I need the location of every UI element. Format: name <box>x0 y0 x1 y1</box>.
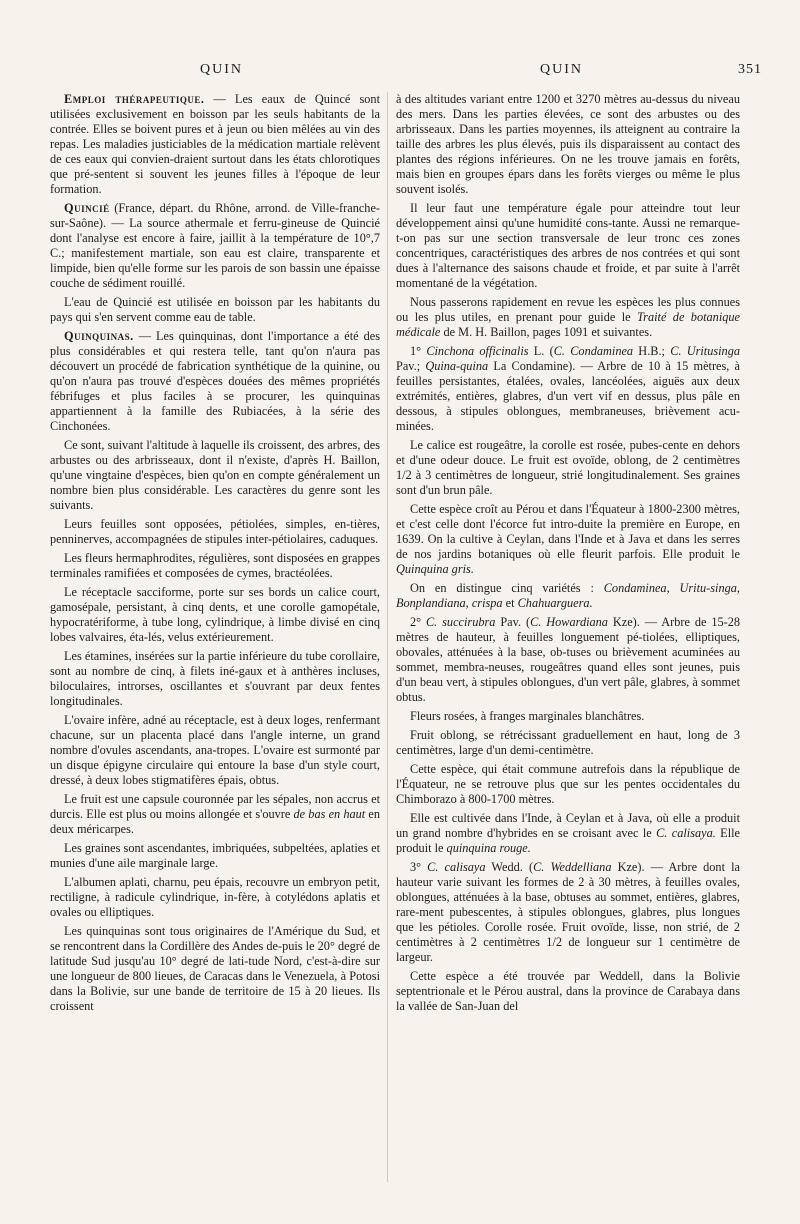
paragraph-text: Pav.; <box>396 359 426 373</box>
italic-text: de bas en haut <box>293 807 366 821</box>
paragraph: à des altitudes variant entre 1200 et 3270 mètres au-dessus du niveau des mers. Dans les parties élevées, ce sont des arbustes ou des arbrisseaux. Dans les parties moyennes, ils atteignent au contraire la taille des arbres les plus élevés, puis ils disparaissent au contact des plantes des régions inférieures. On ne les trouve jamais en forêts, mais bien en groupes épars dans les forêts vierges ou même le plus souvent isolés. <box>396 92 740 196</box>
italic-text: Cinchona officinalis <box>426 344 529 358</box>
paragraph: Les étamines, insérées sur la partie inférieure du tube corollaire, sont au nombre de cinq, à filets iné-gaux et à anthères incluses, biloculaires, introrses, oscillantes et s'ouvrant par deux fentes longitudinales. <box>50 649 380 708</box>
paragraph-text: L. ( <box>528 344 554 358</box>
paragraph-text: 2° <box>410 615 426 629</box>
paragraph-text: H.B.; <box>633 344 671 358</box>
italic-text: C. Uritusinga <box>670 344 741 358</box>
paragraph-text: en deux méricarpes. <box>50 807 380 836</box>
paragraph: Fleurs rosées, à franges marginales blanchâtres. <box>410 709 645 723</box>
paragraph-quinquinas <box>50 329 380 434</box>
paragraph-text: — Les eaux de Quincé sont utilisées exclusivement en boisson par les seuls habitants de la contrée. Elles se boivent pures et à jeun ou bien mêlées au vin des repas. Les maladies justiciables de la médication martiale relèvent de ces eaux qui convien-draient surtout dans les états chlorotiques que pré-sentent si souvent les jeunes filles à l'époque de leur formation. <box>50 92 380 196</box>
paragraph: Cette espèce, qui était commune autrefois dans la république de l'Équateur, ne se retrouve plus que sur les pentes occidentales du Chimborazo à 800-1700 mètres. <box>396 762 740 806</box>
page-number: 351 <box>738 62 762 77</box>
paragraph <box>396 811 740 856</box>
paragraph-text: Pav. ( <box>495 615 531 629</box>
paragraph: L'ovaire infère, adné au réceptacle, est à deux loges, renfermant chacune, sur un placenta placé dans l'angle interne, un grand nombre d'ovules ascendants, ana-tropes. L'ovaire est surmonté par un disque épigyne circulaire qui entoure la base d'un style court, dressé, à deux lobes stigmatifères épais, obtus. <box>50 713 380 787</box>
paragraph-text: On en distingue cinq variétés : <box>410 581 604 595</box>
paragraph <box>396 295 740 340</box>
paragraph-text: Elle produit le <box>396 826 740 855</box>
right-running-title: QUIN <box>540 62 583 77</box>
paragraph-text: Cette espèce croît au Pérou et dans l'Équateur à 1800-2300 mètres, et c'est celle dont l'écorce fut intro-duite la première en Europe, en 1639. On la cultive à Ceylan, dans l'Inde et à Java et dans les serres de nos jardins botaniques où elle fleurit parfois. Elle produit le <box>396 502 740 561</box>
paragraph-text: La Condamine). — Arbre de 10 à 15 mètres, à feuilles persistantes, étalées, ovales, lancéolées, aiguës aux deux extrémités, entières, glabres, d'un vert vif en dessus, plus pâle en dessous, à stipules oblongues, membraneuses, brièvement acu-minées. <box>396 359 740 433</box>
paragraph: Les quinquinas sont tous originaires de l'Amérique du Sud, et se rencontrent dans la Cordillère des Andes de-puis le 20° degré de latitude Sud jusqu'au 10° degré de lati-tude Nord, c'est-à-dire sur une longueur de 800 lieues, de Caracas dans le Venezuela, à Potosi dans la Bolivie, sur une bande de territoire de 15 à 20 lieues. Ils croissent <box>50 924 380 1013</box>
paragraph <box>396 502 740 577</box>
paragraph: Leurs feuilles sont opposées, pétiolées, simples, en-tières, penninerves, accompagnées de stipules inter-pétiolaires, caduques. <box>50 517 380 546</box>
paragraph: Les fleurs hermaphrodites, régulières, sont disposées en grappes terminales ramifiées et composées de cymes, bractéolées. <box>50 551 380 580</box>
paragraph-quincie <box>50 201 380 291</box>
paragraph: L'eau de Quincié est utilisée en boisson par les habitants du pays qui s'en servent comme eau de table. <box>50 295 380 324</box>
italic-text: quinquina rouge. <box>446 841 531 855</box>
italic-text: Traité de botanique médicale <box>396 310 740 339</box>
paragraph-text: Elle est cultivée dans l'Inde, à Ceylan et à Java, où elle a produit un grand nombre d'hybrides en se croisant avec le <box>396 811 740 840</box>
running-head <box>0 62 800 80</box>
left-column <box>50 92 380 1018</box>
paragraph-text: Nous passerons rapidement en revue les espèces les plus connues ou les plus utiles, en prenant pour guide le <box>396 295 740 324</box>
paragraph-text: Kze). — Arbre de 15-28 mètres de hauteur, à feuilles longuement pé-tiolées, elliptiques, obovales, atténuées à la base, ob-tuses ou brièvement acuminées au sommet, membra-neuses, rougeâtres quand elles sont jeunes, puis d'un beau vert, à stipules oblongues, d'un vert pâle, glabres, à sommet obtus. <box>396 615 741 704</box>
paragraph: Le calice est rougeâtre, la corolle est rosée, pubes-cente en dehors et d'une odeur douce. Le fruit est ovoïde, oblong, de 2 centimètres 1/2 à 3 centimètres de longueur, strié longitudinalement. Ses graines sont d'un brun pâle. <box>396 438 740 497</box>
paragraph: Le réceptacle sacciforme, porte sur ses bords un calice court, gamosépale, persistant, à cinq dents, et une corolle gamopétale, hypocratériforme, à tube long, cylindrique, à limbe divisé en cinq lobes valvaires, éta-lés, velus extérieurement. <box>50 585 380 644</box>
paragraph: Il leur faut une température égale pour atteindre tout leur développement ainsi qu'une humidité cons-tante. Aussi ne remarque-t-on pas sur une section transversale de leur tronc ces zones concentriques, caractéristiques des arbres de nos contrées et qui sont dues à l'alternance des saisons chaude et froide, et par suite à l'arrêt momentané de la végétation. <box>396 201 740 290</box>
italic-text: C. Howardiana <box>530 615 608 629</box>
paragraph-text: et <box>502 596 518 610</box>
paragraph <box>396 581 740 611</box>
paragraph: Les graines sont ascendantes, imbriquées, subpeltées, aplaties et munies d'une aile marginale large. <box>50 841 380 870</box>
paragraph-text: (France, départ. du Rhône, arrond. de Ville-franche-sur-Saône). — La source athermale et ferru-gineuse de Quincié dont l'analyse est encore à faire, jaillit à la température de 10°,7 C.; manifestement martiale, son eau est claire, transparente et limpide, bien qu'elle forme sur les parois de son bassin une épaisse couche de sédiment rouillé. <box>50 201 380 290</box>
column-divider <box>387 92 388 1182</box>
paragraph-text: de M. H. Baillon, pages 1091 et suivantes. <box>440 325 653 339</box>
italic-text: C. calisaya <box>427 860 486 874</box>
paragraph-text: 1° <box>410 344 427 358</box>
species-entry-officinalis <box>396 344 740 434</box>
italic-text: Condaminea, Uritu-singa, Bonplandiana, crispa <box>396 581 740 610</box>
paragraph: Ce sont, suivant l'altitude à laquelle ils croissent, des arbres, des arbustes ou des arbrisseaux, dont il n'existe, d'après H. Baillon, qu'une vingtaine d'espèces, bien qu'on en compte généralement un nombre bien plus considérable. Les caractères du genre sont les suivants. <box>50 438 380 512</box>
italic-text: Chahuarguera. <box>517 596 593 610</box>
entry-heading: Quincié <box>64 201 110 215</box>
paragraph: Fruit oblong, se rétrécissant graduellement en haut, long de 3 centimètres, large d'un demi-centimètre. <box>396 728 740 757</box>
species-entry-succirubra <box>396 615 740 705</box>
italic-text: C. succirubra <box>425 615 496 629</box>
paragraph-text: Kze). — Arbre dont la hauteur varie suivant les formes de 2 à 30 mètres, à feuilles ovales, oblongues, atténuées à la base, obtuses au sommet, entières, glabres, rare-ment pubescentes, à stipules oblongues, glabres, plus longues que les pétioles. Corolle rosée. Fruit ovoïde, lisse, non strié, de 2 centimètres à 2 centimètres 1/2 de longueur sur 1 centimètre de largeur. <box>396 860 740 964</box>
paragraph-text: Wedd. ( <box>485 860 534 874</box>
entry-heading: Emploi thérapeutique. <box>64 92 205 106</box>
left-running-title: QUIN <box>200 62 243 77</box>
paragraph: Cette espèce a été trouvée par Weddell, dans la Bolivie septentrionale et le Pérou austral, dans la province de Carabaya dans la vallée de San-Juan del <box>396 969 740 1013</box>
italic-text: C. Condaminea <box>553 344 634 358</box>
species-entry-calisaya <box>396 860 740 965</box>
italic-text: Quinquina gris. <box>396 562 474 576</box>
italic-text: C. Weddelliana <box>533 860 612 874</box>
paragraph-text: Le fruit est une capsule couronnée par les sépales, non accrus et durcis. Elle est plus ou moins allongée et s'ouvre <box>50 792 380 821</box>
italic-text: Quina-quina <box>425 359 489 373</box>
paragraph-emploi <box>50 92 380 197</box>
paragraph-text: — Les quinquinas, dont l'importance a été des plus considérables et qui restera telle, tant qu'on n'aura pas découvert un procédé de fabrication synthétique de la quinine, ou qu'on n'aura pas trouvé d'espèces douées des mêmes propriétés fébrifuges et plus faciles à se procurer, les quinquinas appartiennent à la famille des Rubiacées, à la série des Cinchonées. <box>50 329 380 433</box>
right-column <box>396 92 740 1018</box>
entry-heading: Quinquinas. <box>64 329 134 343</box>
paragraph-text: 3° <box>410 860 428 874</box>
paragraph <box>50 792 380 837</box>
paragraph: L'albumen aplati, charnu, peu épais, recouvre un embryon petit, rectiligne, à radicule cylindrique, in-fère, à cotylédons aplatis et ovales ou elliptiques. <box>50 875 380 919</box>
italic-text: C. calisaya. <box>656 826 716 840</box>
